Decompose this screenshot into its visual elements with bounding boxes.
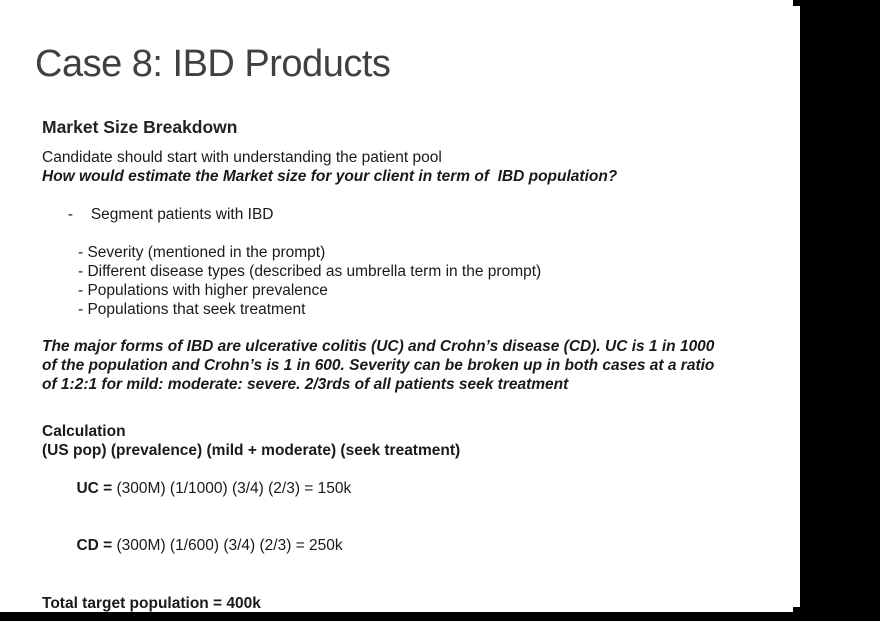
page-edge-notch-top [793, 0, 800, 6]
page-edge-step-bottom [793, 607, 800, 612]
sub-bullet-severity: - Severity (mentioned in the prompt) [78, 244, 326, 261]
bullet-item [42, 186, 762, 243]
question-line: How would estimate the Market size for your client in term of IBD population? [42, 168, 618, 185]
calculation-uc-row [42, 460, 762, 517]
calculation-heading: Calculation [42, 423, 126, 440]
section-heading: Market Size Breakdown [42, 117, 238, 137]
sub-bullet-prevalence: - Populations with higher prevalence [78, 282, 328, 299]
sub-bullet-disease-types: - Different disease types (described as umbrella term in the prompt) [78, 263, 542, 280]
bullet-text: Segment patients with IBD [90, 206, 274, 223]
calculation-formula: (US pop) (prevalence) (mild + moderate) (seek treatment) [42, 442, 461, 459]
uc-label: UC = [76, 480, 117, 497]
fact-paragraph-line: The major forms of IBD are ulcerative colitis (UC) and Crohn’s disease (CD). UC is 1 in 1000 [42, 338, 715, 355]
slide-body [42, 117, 762, 613]
cd-value: (300M) (1/600) (3/4) (2/3) = 250k [116, 537, 343, 554]
uc-value: (300M) (1/1000) (3/4) (2/3) = 150k [116, 480, 352, 497]
sub-bullet-seek-treatment: - Populations that seek treatment [78, 301, 306, 318]
fact-paragraph [42, 337, 762, 394]
slide-title: Case 8: IBD Products [35, 43, 391, 85]
calculation-block [42, 422, 762, 574]
bullet-dash: - [67, 206, 74, 223]
total-line: Total target population = 400k [42, 595, 261, 612]
cd-label: CD = [76, 537, 117, 554]
fact-paragraph-line: of 1:2:1 for mild: moderate: severe. 2/3rds of all patients seek treatment [42, 376, 569, 393]
fact-paragraph-line: of the population and Crohn’s is 1 in 600. Severity can be broken up in both cases at a ratio [42, 357, 715, 374]
calculation-cd-row [42, 517, 762, 574]
intro-line: Candidate should start with understanding the patient pool [42, 149, 442, 166]
